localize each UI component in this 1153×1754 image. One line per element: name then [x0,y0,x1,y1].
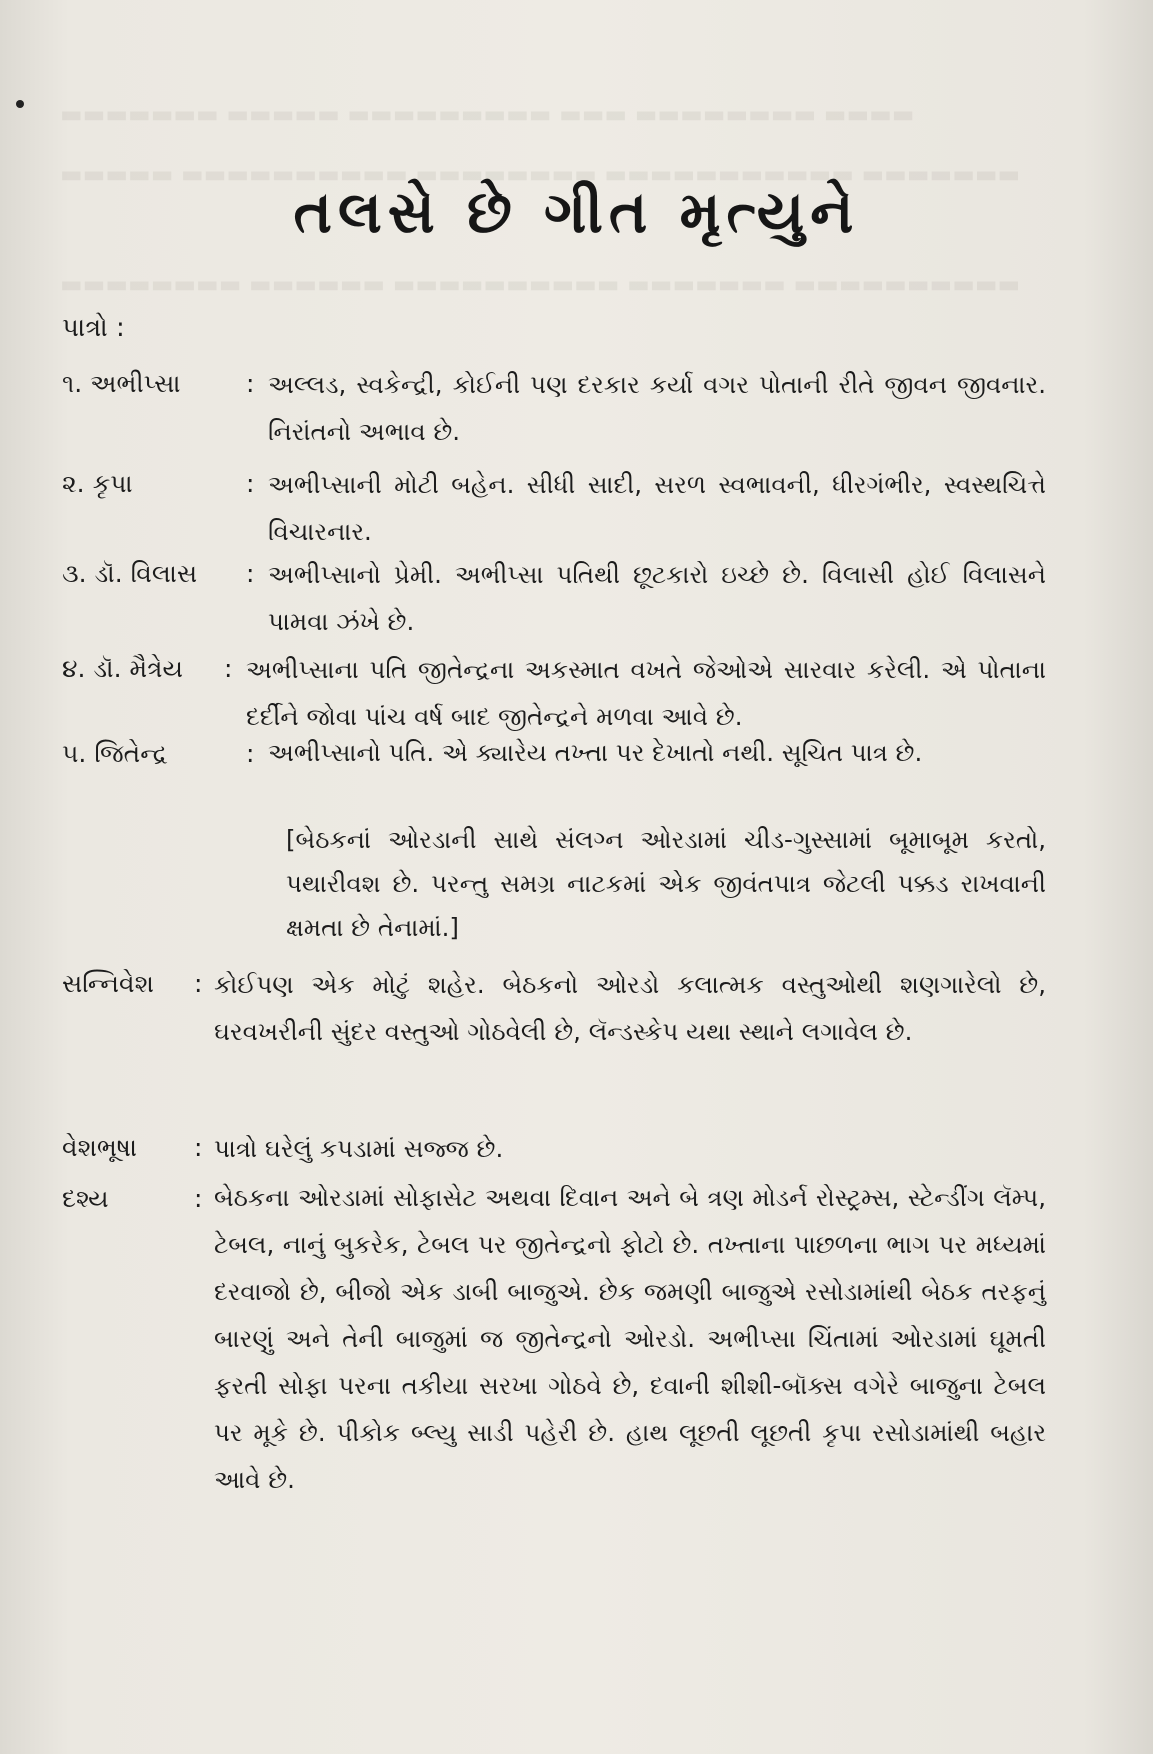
colon: : [224,654,233,683]
characters-heading: પાત્રો : [62,313,125,343]
character-label: ૧. અભીપ્સા [62,369,181,398]
character-description: અભીપ્સાનો પતિ. એ ક્યારેય તખ્તા પર દેખાતો નથી. સૂચિત પાત્ર છે. [268,738,923,767]
stage-note: [બેઠકનાં ઓરડાની સાથે સંલગ્ન ઓરડામાં ચીડ-ગુસ્સામાં બૂમાબૂમ કરતો, પથારીવશ છે. પરન્તુ સમગ્ર નાટકમાં એક જીવંતપાત્ર જેટલી પક્કડ રાખવાની ક્ષમતા છે તેનામાં.] [286,825,1046,942]
setting-description: કોઈપણ એક મોટું શહેર. બેઠકનો ઓરડો કલાત્મક વસ્તુઓથી શણગારેલો છે, ઘરવખરીની સુંદર વસ્તુઓ ગોઠવેલી છે, લૅન્ડસ્કેપ યથા સ્થાને લગાવેલ છે. [214,970,1046,1046]
show-through-text: ▬▬▬▬▬▬▬▬ ▬▬▬▬▬▬ ▬▬▬▬▬▬▬▬▬▬ ▬▬▬▬▬▬▬ ▬▬▬▬▬▬▬▬▬▬ [60,270,1021,298]
show-through-text: ▬▬▬▬▬▬▬ ▬▬▬▬▬ ▬▬▬▬▬▬▬▬▬ ▬▬▬ ▬▬▬▬▬▬▬▬ ▬▬▬▬ [60,100,915,128]
character-label: ૪. ડૉ. મૈત્રેય [62,654,183,683]
colon: : [194,1133,203,1162]
character-label: ૫. જિતેન્દ્ર [62,739,168,768]
setting-label: સન્નિવેશ [62,969,154,998]
costume-label: વેશભૂષા [62,1133,137,1162]
colon: : [194,1184,203,1213]
costume-description: પાત્રો ઘરેલું કપડામાં સજ્જ છે. [214,1134,504,1163]
scene-label: દશ્ય [62,1184,109,1213]
colon: : [194,969,203,998]
ink-dot [16,100,24,108]
colon: : [246,469,255,498]
scene-description: બેઠકના ઓરડામાં સોફાસેટ અથવા દિવાન અને બે ત્રણ મોડર્ન રોસ્ટ્રમ્સ, સ્ટેન્ડીંગ લૅમ્પ, ટેબલ, નાનું બુકરેક, ટેબલ પર જીતેન્દ્રનો ફોટો છે. તખ્તાના પાછળના ભાગ પર મધ્યમાં દરવાજો છે, બીજો એક ડાબી બાજુએ. છેક જમણી બાજુએ રસોડામાંથી બેઠક તરફનું બારણું અને તેની બાજુમાં જ જીતેન્દ્રનો ઓરડો. અભીપ્સા ચિંતામાં ઓરડામાં ઘૂમતી ફરતી સોફા પરના તકીયા સરખા ગોઠવે છે, દવાની શીશી-બૉક્સ વગેરે બાજુના ટેબલ પર મૂકે છે. પીકોક બ્લ્યુ સાડી પહેરી છે. હાથ લૂછતી લૂછતી કૃપા રસોડામાંથી બહાર આવે છે. [214,1183,1046,1494]
colon: : [246,559,255,588]
character-description: અભીપ્સાનો પ્રેમી. અભીપ્સા પતિથી છૂટકારો ઇચ્છે છે. વિલાસી હોઈ વિલાસને પામવા ઝંખે છે. [268,560,1046,636]
colon: : [246,369,255,398]
colon: : [246,739,255,768]
character-label: ૩. ડૉ. વિલાસ [62,559,198,588]
character-description: અલ્લડ, સ્વકેન્દ્રી, કોઈની પણ દરકાર કર્યા વગર પોતાની રીતે જીવન જીવનાર. નિરાંતનો અભાવ છે. [268,370,1046,446]
show-through-text: ▬▬▬▬▬ ▬▬▬▬▬▬▬▬▬▬ ▬▬▬▬▬▬▬▬ ▬▬▬▬▬▬▬▬▬▬▬ ▬▬▬▬▬▬▬ [60,160,1021,188]
character-description: અભીપ્સાની મોટી બહેન. સીધી સાદી, સરળ સ્વભાવની, ધીરગંભીર, સ્વસ્થચિત્તે વિચારનાર. [268,470,1046,546]
character-label: ૨. કૃપા [62,469,133,498]
character-description: અભીપ્સાના પતિ જીતેન્દ્રના અકસ્માત વખતે જેઓએ સારવાર કરેલી. એ પોતાના દર્દીને જોવા પાંચ વર્ષ બાદ જીતેન્દ્રને મળવા આવે છે. [246,655,1046,731]
page-title: તલસે છે ગીત મૃત્યુને [293,178,860,246]
